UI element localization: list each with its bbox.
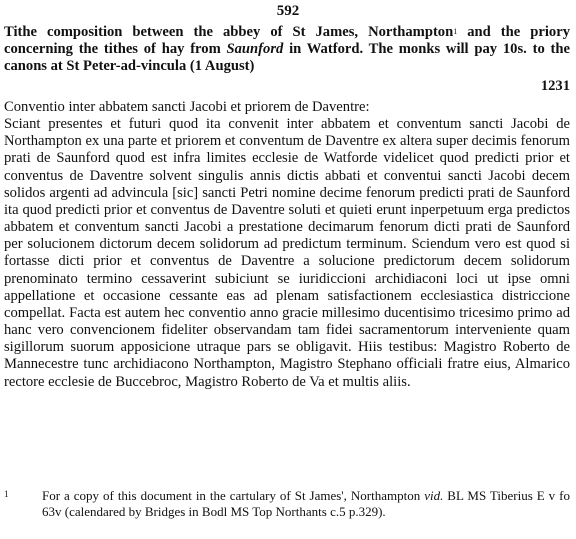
footnote-text-part2: BL MS Tiberius E v fo 63v (calendared by Bridges in Bodl MS Top Northants c.5 p.329). <box>42 488 570 519</box>
footnote-mark: 1 <box>4 489 9 499</box>
body-text: Sciant presentes et futuri quod ita convenit inter abbatem et conventum sancti Jacobi de Northampton ex una parte et priorem et conventum de Daventre ex altera super decimis fenorum prati de Saunford quod est infra limites ecclesie de Watforde videlicet quod predicti prior et conventus de Daventre solvent singulis annis dictis abbati et conventui sancti Jacobi decem solidos argenti ad advincula [sic] sancti Petri nomine decime fenorum predicti prati de Saunford ita quod predicti prior et conventus de Daventre soluti et quieti erunt inperpetuum erga predictos abbatem et conventum sancti Jacobi a prestatione decimarum fenorum dicti prati de Saunford per solucionem dictorum decem solidorum ad predictum terminum. Sciendum vero est quod si fortasse dicti prior et conventus de Daventre a solucione predictorum decem solidorum prenominato termino cessaverint subiciunt se iuridiccioni archidiaconi loci ut ipse omni appellatione et occasione cessante eas ad plenam satisfactionem ecclesiastica districcione compellat. Facta est autem hec conventio anno gracie millesimo ducentisimo tricesimo primo ad hanc vero convencionem fideliter observandam tam fidei sacramentorum interveniente quam sigillorum suorum apposicione utraque pars se obligavit. Hiis testibus: Magistro Roberto de Mannecestre tunc archidiacono Northampton, Magistro Stephano officiali fratre eius, Almarico rectore ecclesie de Buccebroc, Magistro Roberto de Va et multis aliis. <box>4 116 570 390</box>
document-body <box>4 99 570 391</box>
heading-text-part1: Tithe composition between the abbey of St James, Northampton <box>4 24 454 40</box>
footnote-text-part1: For a copy of this document in the cartulary of St James', Northampton <box>42 488 425 503</box>
body-rubric: Conventio inter abbatem sancti Jacobi et priorem de Daventre: <box>4 99 370 115</box>
footnote-vid: vid. <box>424 488 444 503</box>
footnote-reference: 1 <box>453 27 458 36</box>
footnote-text <box>42 488 570 520</box>
document-year: 1231 <box>540 78 570 94</box>
heading-text-part2: and the priory concerning the tithes of hay from <box>4 24 570 57</box>
heading-place-name: Saunford <box>226 41 284 57</box>
document-heading <box>4 24 570 75</box>
heading-text-part3: in Watford. The monks will pay 10s. to the canons at St Peter-ad-vincula (1 August) <box>4 41 570 74</box>
document-number: 592 <box>276 3 300 19</box>
footnote <box>4 488 570 520</box>
